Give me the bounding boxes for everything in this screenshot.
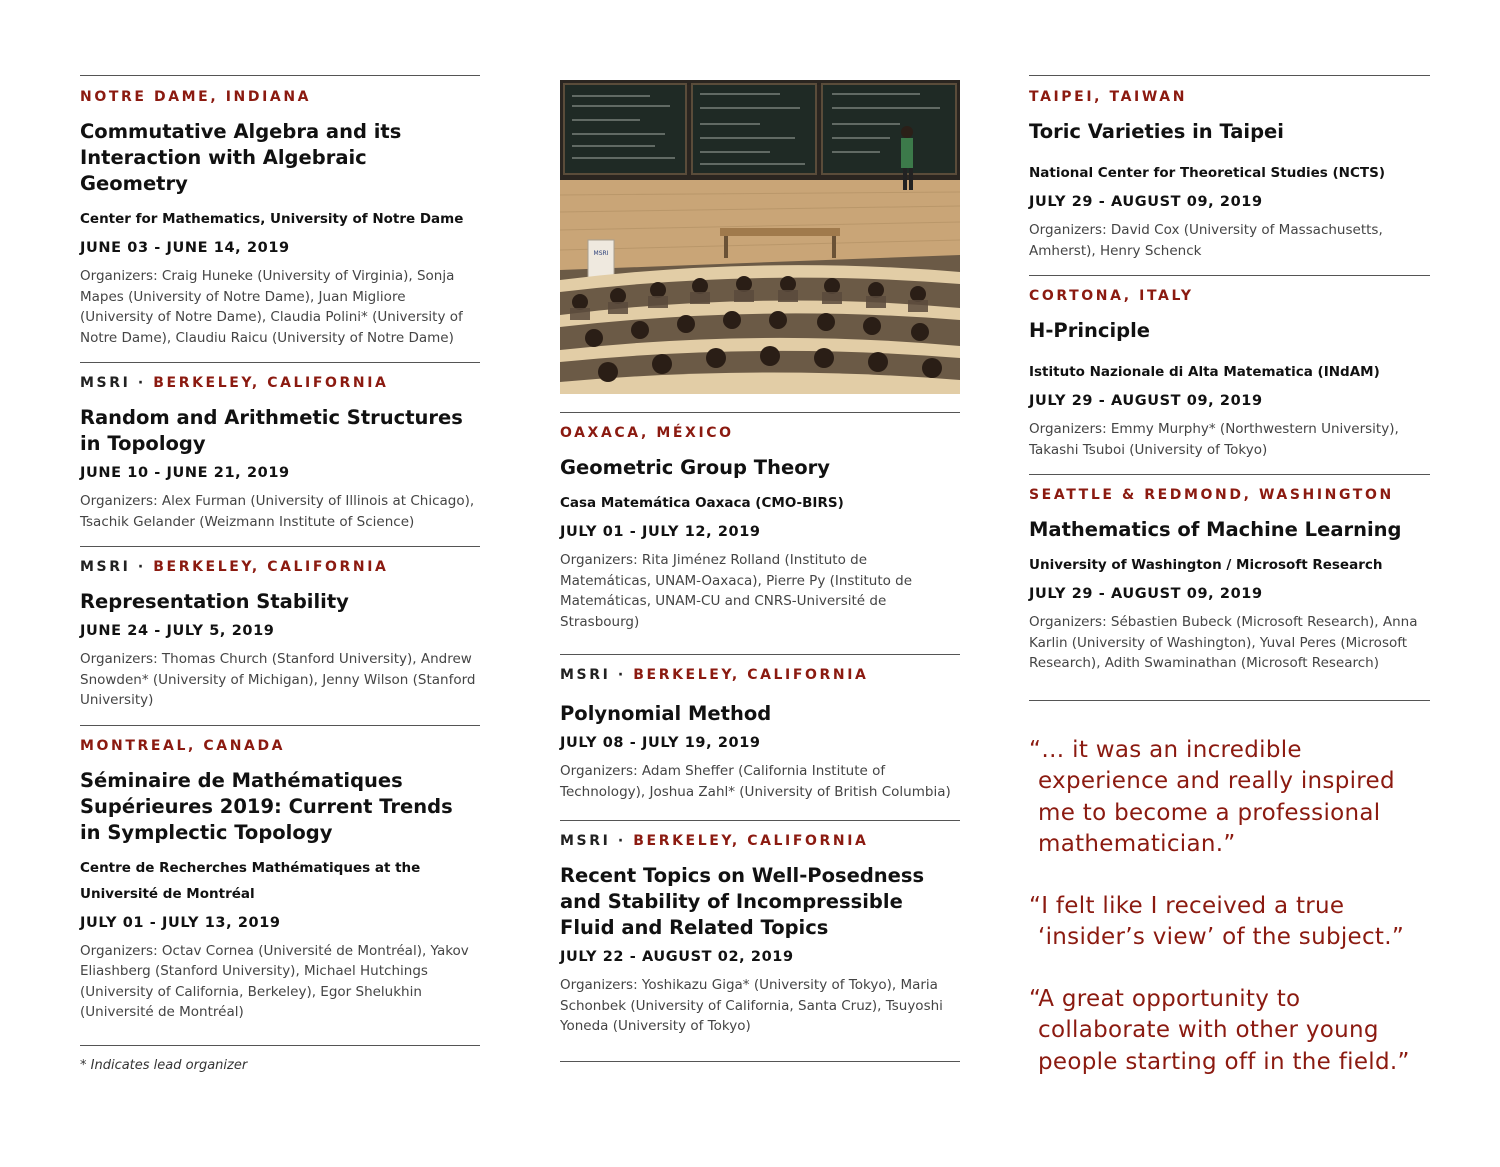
column-middle <box>560 80 960 1062</box>
program-entry <box>80 725 480 1045</box>
program-organizers: Organizers: Rita Jiménez Rolland (Instituto de Matemáticas, UNAM-Oaxaca), Pierre Py (Instituto de Matemáticas, UNAM-CU and CNRS-Université de Strasbourg) <box>560 552 913 630</box>
program-title: Séminaire de Mathématiques Supérieures 2019: Current Trends in Symplectic Topology <box>80 768 453 844</box>
program-entry <box>560 412 960 654</box>
lecture-hall-photo <box>560 80 960 394</box>
program-location: CORTONA, ITALY <box>1029 288 1194 304</box>
program-dates: JUNE 24 - JULY 5, 2019 <box>80 623 275 639</box>
svg-text:MSRI: MSRI <box>593 250 609 257</box>
footnote: * Indicates lead organizer <box>80 1057 248 1073</box>
testimonial-quote: “A great opportunity to collaborate with other young people starting off in the field.” <box>1029 985 1410 1075</box>
program-dates: JULY 01 - JULY 13, 2019 <box>80 914 281 931</box>
program-institution: National Center for Theoretical Studies (NCTS) <box>1029 165 1385 181</box>
program-title: Representation Stability <box>80 590 349 613</box>
program-location: MONTREAL, CANADA <box>80 737 286 754</box>
program-organizers: Organizers: Craig Huneke (University of Virginia), Sonja Mapes (University of Notre Dame), Juan Migliore (University of Notre Dame), Claudia Polini* (University of Notre Dame), Claudiu Raicu (University of Notre Dame) <box>80 268 463 346</box>
program-entry <box>1029 75 1430 275</box>
program-organizers: Organizers: Thomas Church (Stanford University), Andrew Snowden* (University of Michigan), Jenny Wilson (Stanford University) <box>80 651 476 708</box>
program-organizers: Organizers: Sébastien Bubeck (Microsoft Research), Anna Karlin (University of Washington), Yuval Peres (Microsoft Research), Adith Swaminathan (Microsoft Research) <box>1029 614 1418 671</box>
column-right <box>1029 75 1430 1108</box>
program-location: MSRI · BERKELEY, CALIFORNIA <box>80 375 389 391</box>
program-title: Mathematics of Machine Learning <box>1029 518 1402 541</box>
program-title: Commutative Algebra and its Interaction with Algebraic Geometry <box>80 120 402 195</box>
testimonial-quote: “… it was an incredible experience and really inspired me to become a professional mathematician.” <box>1029 736 1395 857</box>
program-location: SEATTLE & REDMOND, WASHINGTON <box>1029 487 1394 503</box>
program-organizers: Organizers: Octav Cornea (Université de Montréal), Yakov Eliashberg (Stanford University), Michael Hutchings (University of California, Berkeley), Egor Shelukhin (Université de Montréal) <box>80 942 469 1020</box>
program-dates: JUNE 03 - JUNE 14, 2019 <box>80 240 290 256</box>
program-location: TAIPEI, TAIWAN <box>1029 89 1188 105</box>
program-location: MSRI · BERKELEY, CALIFORNIA <box>560 667 869 683</box>
testimonials <box>1029 701 1430 1079</box>
program-title: H-Principle <box>1029 319 1150 342</box>
program-entry <box>1029 474 1430 700</box>
program-organizers: Organizers: David Cox (University of Massachusetts, Amherst), Henry Schenck <box>1029 222 1383 259</box>
divider <box>80 1045 480 1046</box>
program-entry <box>80 362 480 546</box>
program-dates: JUNE 10 - JUNE 21, 2019 <box>80 465 290 481</box>
program-entry <box>560 820 960 1061</box>
program-dates: JULY 29 - AUGUST 09, 2019 <box>1029 393 1263 409</box>
program-title: Recent Topics on Well-Posedness and Stability of Incompressible Fluid and Related Topics <box>560 864 925 939</box>
program-institution: Center for Mathematics, University of Notre Dame <box>80 211 464 227</box>
program-dates: JULY 22 - AUGUST 02, 2019 <box>560 949 794 965</box>
program-institution: University of Washington / Microsoft Research <box>1029 557 1383 573</box>
program-title: Toric Varieties in Taipei <box>1029 120 1284 143</box>
program-location: MSRI · BERKELEY, CALIFORNIA <box>560 833 869 849</box>
program-entry <box>1029 275 1430 474</box>
program-location: NOTRE DAME, INDIANA <box>80 89 312 105</box>
program-title: Random and Arithmetic Structures in Topology <box>80 406 463 455</box>
program-organizers: Organizers: Alex Furman (University of Illinois at Chicago), Tsachik Gelander (Weizmann Institute of Science) <box>80 493 475 530</box>
program-organizers: Organizers: Emmy Murphy* (Northwestern University), Takashi Tsuboi (University of Tokyo) <box>1029 421 1399 458</box>
program-institution: Centre de Recherches Mathématiques at the Université de Montréal <box>80 859 421 902</box>
program-dates: JULY 08 - JULY 19, 2019 <box>560 735 761 751</box>
program-entry <box>560 654 960 820</box>
program-institution: Casa Matemática Oaxaca (CMO-BIRS) <box>560 495 844 511</box>
program-dates: JULY 01 - JULY 12, 2019 <box>560 524 761 540</box>
program-entry <box>80 75 480 362</box>
lecture-hall-illustration <box>560 80 960 394</box>
column-left <box>80 75 480 1073</box>
divider <box>560 1061 960 1062</box>
testimonial-quote: “I felt like I received a true ‘insider’s view’ of the subject.” <box>1029 892 1405 950</box>
program-organizers: Organizers: Adam Sheffer (California Institute of Technology), Joshua Zahl* (University of British Columbia) <box>560 763 951 800</box>
program-dates: JULY 29 - AUGUST 09, 2019 <box>1029 586 1263 602</box>
program-title: Geometric Group Theory <box>560 456 830 479</box>
program-organizers: Organizers: Yoshikazu Giga* (University of Tokyo), Maria Schonbek (University of California, Santa Cruz), Tsuyoshi Yoneda (University of Tokyo) <box>560 977 943 1034</box>
program-location: MSRI · BERKELEY, CALIFORNIA <box>80 559 389 575</box>
program-location: OAXACA, MÉXICO <box>560 425 734 441</box>
program-title: Polynomial Method <box>560 702 772 725</box>
program-entry <box>80 546 480 725</box>
program-dates: JULY 29 - AUGUST 09, 2019 <box>1029 194 1263 210</box>
program-institution: Istituto Nazionale di Alta Matematica (INdAM) <box>1029 364 1380 380</box>
